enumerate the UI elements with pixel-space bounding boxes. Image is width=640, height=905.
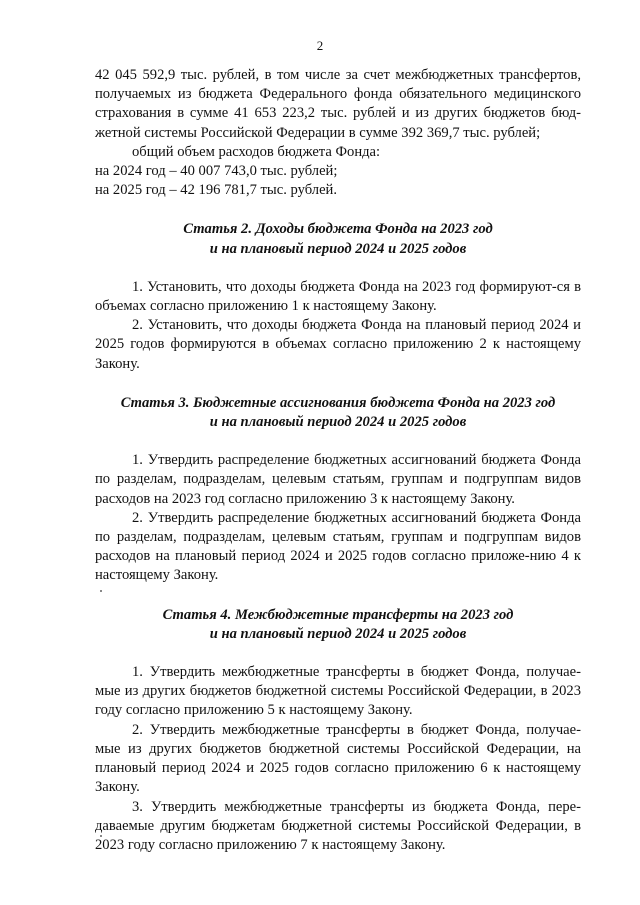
article-4-paragraph: 2. Утвердить межбюджетные трансферты в бюджет Фонда, получае-мые из других бюджетов бюджетной системы Российской Федерации, на плановый период 2024 и 2025 годов согласно приложению 6 к настоящему Закону. [95,721,581,796]
article-4-paragraph: 1. Утвердить межбюджетные трансферты в бюджет Фонда, получае-мые из других бюджетов бюджетной системы Российской Федерации, в 2023 году согласно приложению 5 к настоящему Закону. [95,664,581,719]
intro-line: жетной системы Российской Федерации в сумме 392 369,7 тыс. рублей; [95,124,541,141]
article-2-heading [95,220,581,258]
scan-speck [100,835,102,837]
intro-line: на 2025 год – 42 196 781,7 тыс. рублей. [95,182,338,199]
article-3-heading [95,394,581,432]
article-2-paragraph: 1. Установить, что доходы бюджета Фонда на 2023 год формируют-ся в объемах согласно приложению 1 к настоящему Закону. [95,278,581,315]
article-3-title-line: Статья 3. Бюджетные ассигнования бюджета Фонда на 2023 год [120,394,556,411]
article-4-title-line: Статья 4. Межбюджетные трансферты на 2023 год [162,606,514,623]
intro-line: 42 045 592,9 тыс. рублей, в том числе за счет межбюджетных трансфертов, [95,67,581,83]
page-number: 2 [316,38,324,53]
article-4-title-line: и на плановый период 2024 и 2025 годов [209,625,467,642]
article-3-title-line: и на плановый период 2024 и 2025 годов [209,414,467,431]
intro-line: страхования в сумме 41 653 223,2 тыс. рублей и из других бюджетов бюд- [95,105,581,122]
article-4-paragraph: 3. Утвердить межбюджетные трансферты из бюджета Фонда, пере-даваемые другим бюджетам бюджетной системы Российской Федерации, в 2023 году согласно приложению 7 к настоящему Закону. [95,798,581,853]
article-2-title-line: и на плановый период 2024 и 2025 годов [209,240,467,257]
intro-line: общий объем расходов бюджета Фонда: [132,143,381,160]
article-2-paragraph: 2. Установить, что доходы бюджета Фонда на плановый период 2024 и 2025 годов формируются в объемах согласно приложению 2 к настоящему Закону. [95,317,581,372]
intro-block [95,66,581,200]
intro-line: получаемых из бюджета Федерального фонда обязательного медицинского [95,86,581,103]
article-3-paragraph: 1. Утвердить распределение бюджетных ассигнований бюджета Фонда по разделам, подразделам, целевым статьям, группам и подгруппам видов расходов на 2023 год согласно приложению 3 к настоящему Закону. [95,452,581,507]
article-2-title-line: Статья 2. Доходы бюджета Фонда на 2023 год [183,221,493,238]
scan-speck [100,590,102,592]
article-4-heading [95,606,581,644]
intro-line: на 2024 год – 40 007 743,0 тыс. рублей; [95,163,338,180]
page-content [95,66,581,855]
article-3-paragraph: 2. Утвердить распределение бюджетных ассигнований бюджета Фонда по разделам, подразделам, целевым статьям, группам и подгруппам видов расходов на плановый период 2024 и 2025 годов согласно приложе-нию 4 к настоящему Закону. [95,509,581,584]
